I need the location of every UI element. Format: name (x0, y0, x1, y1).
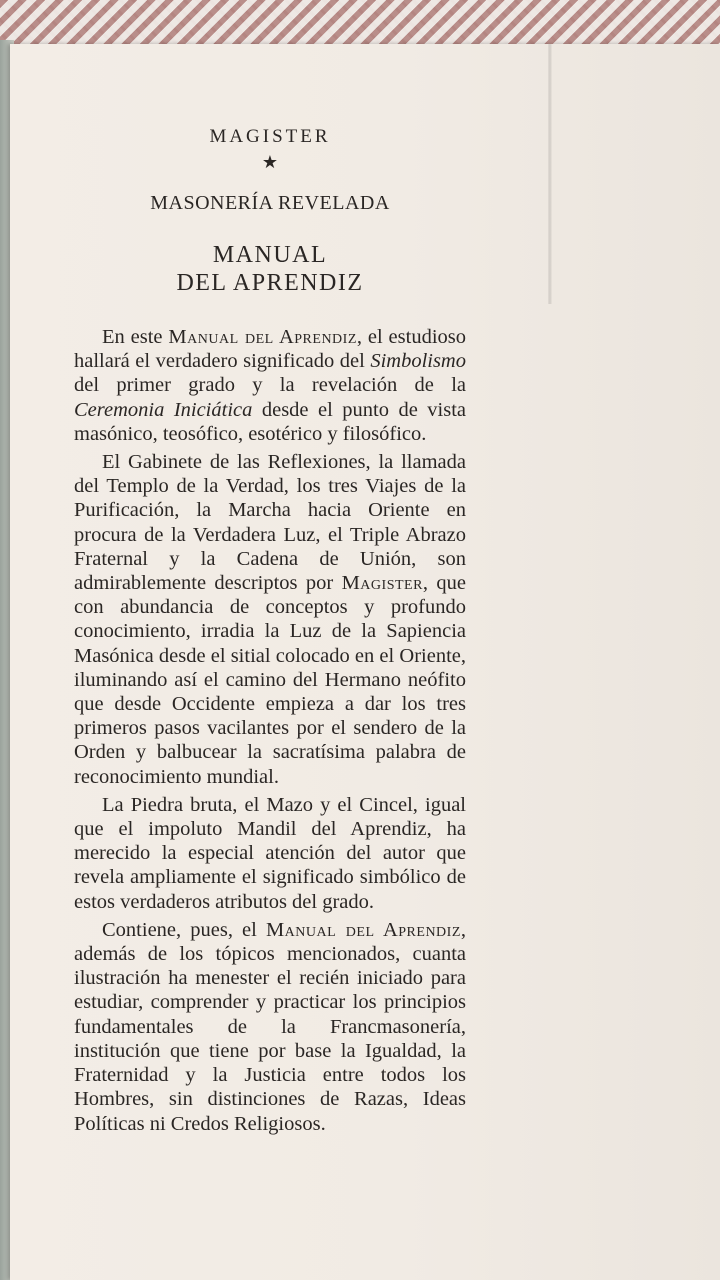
text-segment-smallcaps: Manual del Aprendiz (265, 918, 461, 941)
text-segment: La Piedra bruta, el Mazo y el Cincel, igual que el impoluto Mandil del Aprendiz, ha merecido la especial atención del autor que revela ampliamente el significado simbólico de estos verdaderos atributos del grado. (74, 793, 466, 913)
text-segment-smallcaps: Manual del Aprendiz (168, 326, 357, 348)
text-segment-italic: Ceremonia Iniciática (74, 398, 253, 421)
text-segment: desde el punto de vista masónico, teosófico, esotérico y filosófico. (74, 398, 466, 445)
book-title-line2: DEL APRENDIZ (176, 270, 364, 296)
paragraph-1 (74, 325, 466, 446)
text-segment: , que con abundancia de conceptos y profundo conocimiento, irradia la Luz de la Sapiencia Masónica desde el sitial colocado en el Oriente, iluminando así el camino del Hermano neófito que desde Occidente empieza a dar los tres primeros pasos vacilantes por el sendero de la Orden y balbucear la sacratísima palabra de reconocimiento mundial. (74, 572, 467, 788)
text-segment: , el estudioso hallará el verdadero significado del (74, 326, 466, 373)
text-segment: , además de los tópicos mencionados, cuanta ilustración ha menester el recién iniciado para estudiar, comprender y practicar los principios fundamentales de la Francmasonería, institución que tiene por base la Igualdad, la Fraternidad y la Justicia entre todos los Hombres, sin distinciones de Razas, Ideas Políticas ni Credos Religiosos. (74, 918, 467, 1135)
text-segment-italic: Simbolismo (370, 350, 466, 373)
text-segment: del primer grado y la revelación de la (74, 374, 466, 397)
author-name: MAGISTER (209, 126, 331, 147)
text-segment: El Gabinete de las Reflexiones, la llamada del Templo de la Verdad, los tres Viajes de la Purificación, la Marcha hacia Oriente en procura de la Verdadera Luz, el Triple Abrazo Fraternal y la Cadena de Unión, son admirablemente descriptos por (74, 451, 466, 595)
series-title: MASONERÍA REVELADA (150, 192, 390, 214)
book-title (74, 241, 466, 297)
text-segment: Contiene, pues, el (102, 918, 266, 941)
paragraph-2 (74, 450, 466, 789)
description-text (74, 325, 466, 1136)
paragraph-3 (74, 793, 466, 914)
page-fold-shadow (548, 44, 552, 304)
page-content (74, 118, 466, 1140)
text-segment: En este (102, 326, 169, 348)
text-segment-smallcaps: Magister (341, 572, 423, 595)
paragraph-4 (74, 918, 466, 1136)
star-icon: ★ (261, 152, 279, 173)
book-title-line1: MANUAL (212, 242, 328, 268)
